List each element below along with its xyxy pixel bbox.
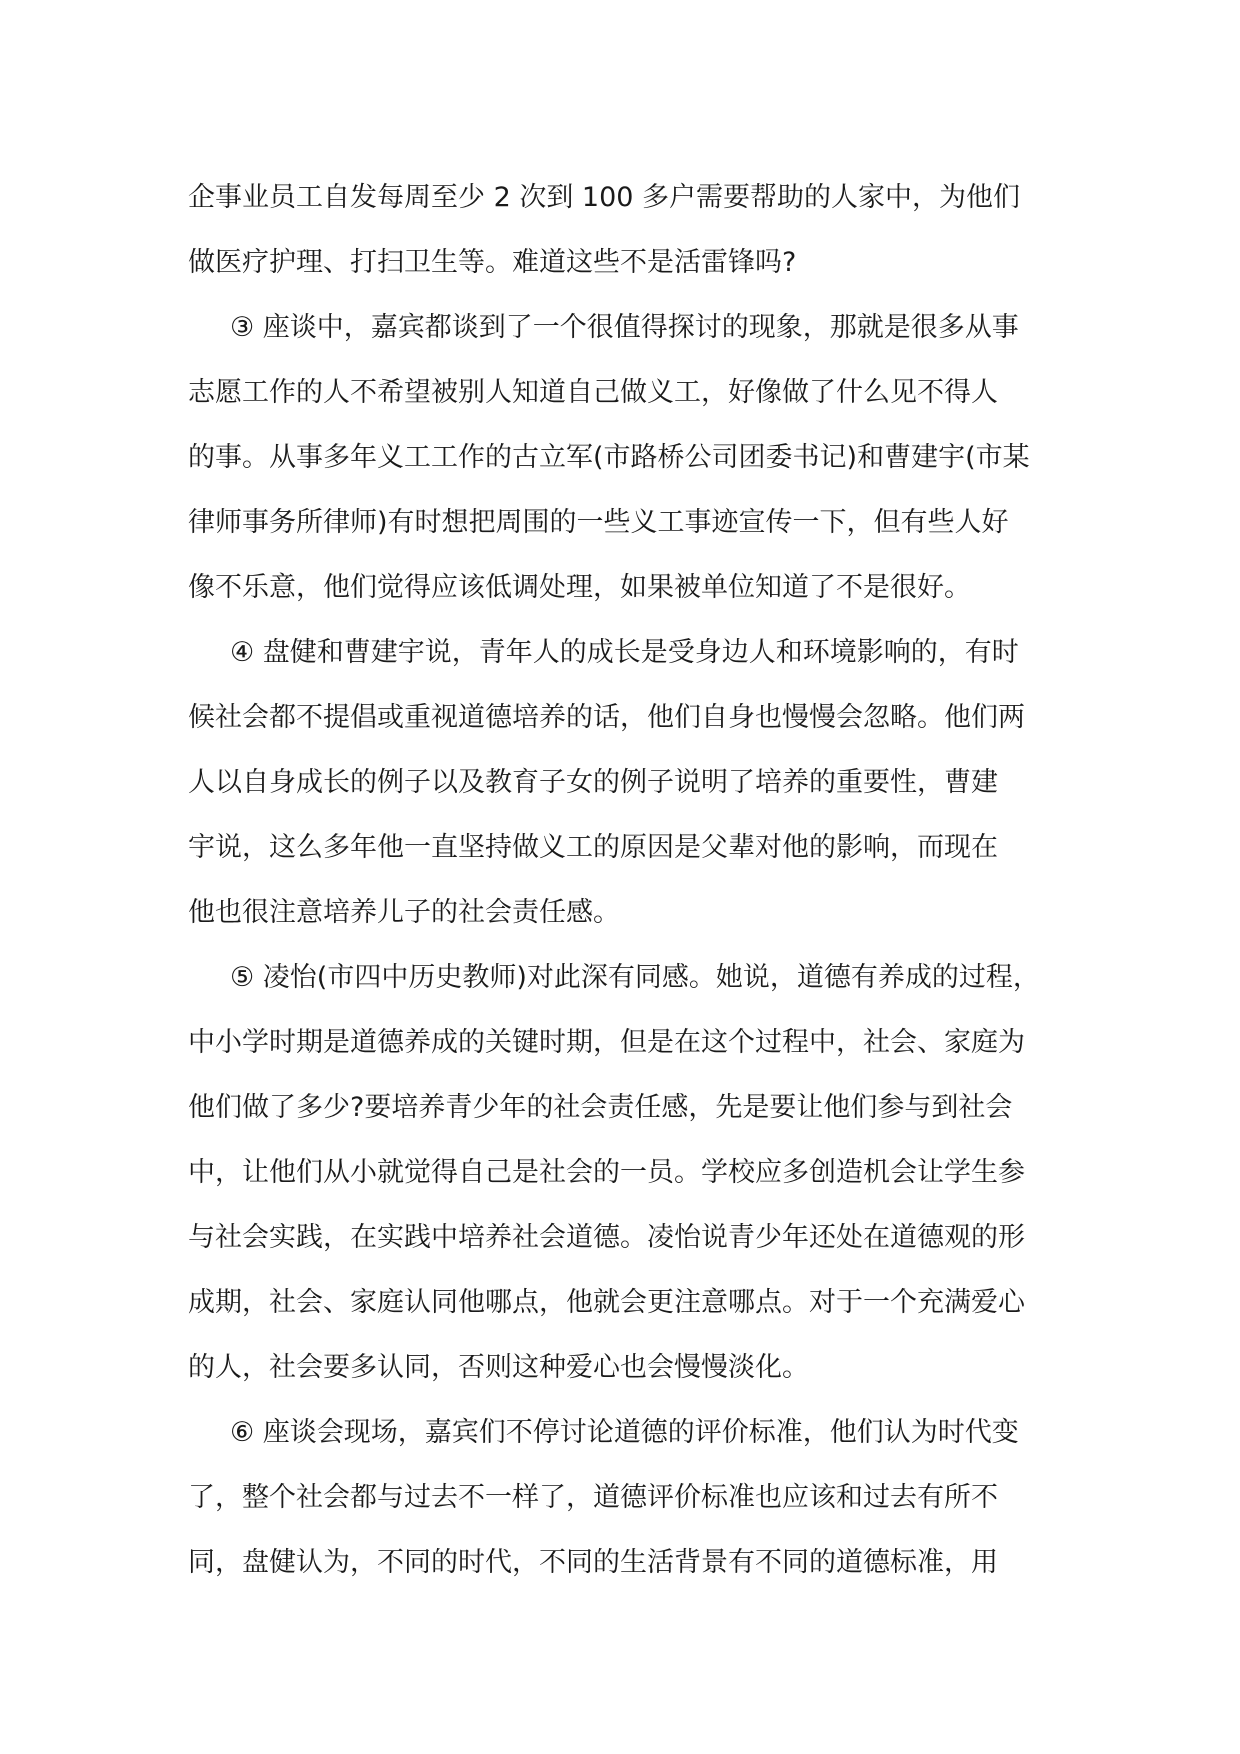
text-line: 律师事务所律师)有时想把周围的一些义工事迹宣传一下，但有些人好 [188, 507, 1009, 538]
paragraph-3-start: ③ 座谈中，嘉宾都谈到了一个很值得探讨的现象，那就是很多从事 [230, 312, 1019, 343]
text-line: 中，让他们从小就觉得自己是社会的一员。学校应多创造机会让学生参 [188, 1157, 1025, 1188]
text-line: 像不乐意，他们觉得应该低调处理，如果被单位知道了不是很好。 [188, 572, 971, 603]
text-line: 他们做了多少?要培养青少年的社会责任感，先是要让他们参与到社会 [188, 1092, 1013, 1123]
paragraph-6-start: ⑥ 座谈会现场，嘉宾们不停讨论道德的评价标准，他们认为时代变 [230, 1417, 1019, 1448]
text-line: 的人，社会要多认同，否则这种爱心也会慢慢淡化。 [188, 1352, 809, 1383]
text-line: 宇说，这么多年他一直坚持做义工的原因是父辈对他的影响，而现在 [188, 832, 998, 863]
text-line: 他也很注意培养儿子的社会责任感。 [188, 897, 620, 928]
text-line: 与社会实践，在实践中培养社会道德。凌怡说青少年还处在道德观的形 [188, 1222, 1025, 1253]
text-line: 企事业员工自发每周至少 2 次到 100 多户需要帮助的人家中，为他们 [188, 182, 1021, 213]
text-line: 人以自身成长的例子以及教育子女的例子说明了培养的重要性，曹建 [188, 767, 998, 798]
paragraph-5-start: ⑤ 凌怡(市四中历史教师)对此深有同感。她说，道德有养成的过程， [230, 962, 1040, 993]
paragraph-4-start: ④ 盘健和曹建宇说，青年人的成长是受身边人和环境影响的，有时 [230, 637, 1019, 668]
text-line: 做医疗护理、打扫卫生等。难道这些不是活雷锋吗? [188, 247, 797, 278]
text-line: 的事。从事多年义工工作的古立军(市路桥公司团委书记)和曹建宇(市某 [188, 442, 1030, 473]
text-line: 志愿工作的人不希望被别人知道自己做义工，好像做了什么见不得人 [188, 377, 998, 408]
text-line: 中小学时期是道德养成的关键时期，但是在这个过程中，社会、家庭为 [188, 1027, 1025, 1058]
text-line: 成期，社会、家庭认同他哪点，他就会更注意哪点。对于一个充满爱心 [188, 1287, 1025, 1318]
text-line: 同，盘健认为，不同的时代，不同的生活背景有不同的道德标准，用 [188, 1547, 998, 1578]
text-line: 候社会都不提倡或重视道德培养的话，他们自身也慢慢会忽略。他们两 [188, 702, 1025, 733]
article-body [188, 165, 1078, 1595]
text-line: 了，整个社会都与过去不一样了，道德评价标准也应该和过去有所不 [188, 1482, 998, 1513]
